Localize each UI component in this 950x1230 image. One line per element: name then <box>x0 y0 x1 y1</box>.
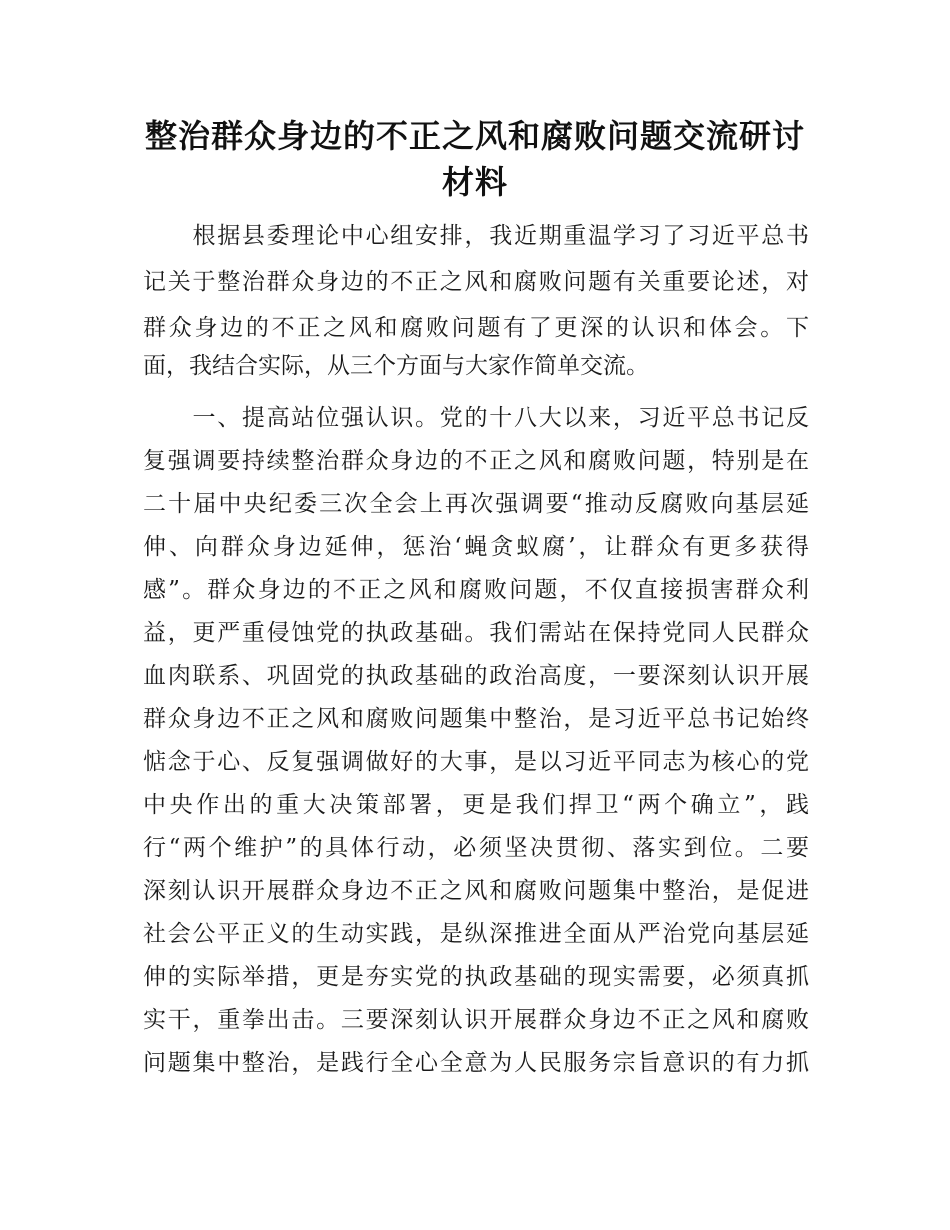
text-line: 益，更严重侵蚀党的执政基础。我们需站在保持党同人民群众 <box>143 620 809 646</box>
text-line: 实干，重拳出击。三要深刻认识开展群众身边不正之风和腐败 <box>143 1007 809 1033</box>
text-line: 社会公平正义的生动实践，是纵深推进全面从严治党向基层延 <box>143 921 809 947</box>
text-line: 中央作出的重大决策部署，更是我们捍卫“两个确立”，践 <box>143 792 809 818</box>
document-title-line-2: 材料 <box>441 163 508 201</box>
text-line: 感”。群众身边的不正之风和腐败问题，不仅直接损害群众利 <box>143 577 809 603</box>
text-line: 记关于整治群众身边的不正之风和腐败问题有关重要论述，对 <box>143 269 809 295</box>
text-line: 群众身边不正之风和腐败问题集中整治，是习近平总书记始终 <box>143 706 809 732</box>
text-line: 深刻认识开展群众身边不正之风和腐败问题集中整治，是促进 <box>143 878 809 904</box>
text-line: 伸、向群众身边延伸，惩治‘蝇贪蚁腐’，让群众有更多获得 <box>143 534 809 560</box>
document-title-line-1: 整治群众身边的不正之风和腐败问题交流研讨 <box>144 117 805 155</box>
text-line: 根据县委理论中心组安排，我近期重温学习了习近平总书 <box>143 223 809 249</box>
text-line: 二十届中央纪委三次全会上再次强调要“推动反腐败向基层延 <box>143 491 809 517</box>
text-line: 复强调要持续整治群众身边的不正之风和腐败问题，特别是在 <box>143 448 809 474</box>
text-line: 伸的实际举措，更是夯实党的执政基础的现实需要，必须真抓 <box>143 964 809 990</box>
text-line: 面，我结合实际，从三个方面与大家作简单交流。 <box>143 353 649 379</box>
text-line: 问题集中整治，是践行全心全意为人民服务宗旨意识的有力抓 <box>143 1050 809 1076</box>
text-line: 一、提高站位强认识。党的十八大以来，习近平总书记反 <box>143 405 809 431</box>
text-line: 行“两个维护”的具体行动，必须坚决贯彻、落实到位。二要 <box>143 835 809 861</box>
text-line: 血肉联系、巩固党的执政基础的政治高度，一要深刻认识开展 <box>143 663 809 689</box>
text-line: 惦念于心、反复强调做好的大事，是以习近平同志为核心的党 <box>143 749 809 775</box>
text-line: 群众身边的不正之风和腐败问题有了更深的认识和体会。下 <box>143 315 809 341</box>
